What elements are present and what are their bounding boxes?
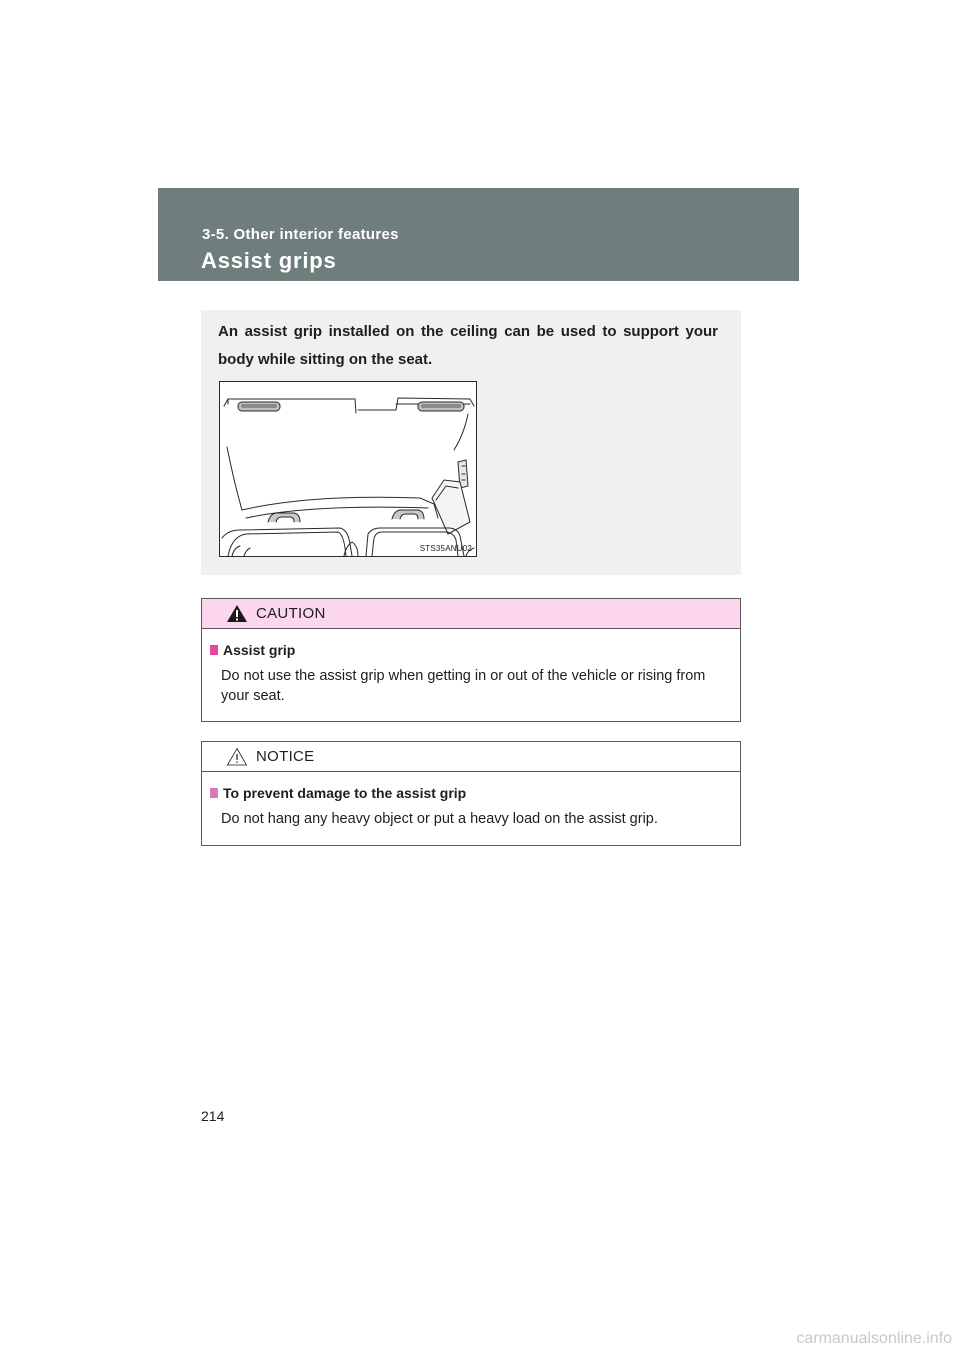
intro-box [201, 310, 741, 575]
notice-header [202, 742, 740, 772]
caution-item-heading [210, 642, 295, 658]
notice-item-heading [210, 785, 466, 801]
watermark: carmanualsonline.info [796, 1330, 952, 1347]
square-bullet-icon [210, 788, 218, 798]
assist-grip-illustration [219, 381, 477, 557]
caution-heading-text: Assist grip [223, 642, 296, 658]
caution-box [201, 598, 741, 722]
figure-code: STS35ANU02 [419, 544, 472, 553]
square-bullet-icon [210, 645, 218, 655]
intro-text: An assist grip installed on the ceiling can be used to support your body while sitting on the seat. [218, 323, 718, 368]
page-number: 214 [201, 1108, 225, 1124]
caution-body: Do not use the assist grip when getting in or out of the vehicle or rising from your seat. [221, 668, 706, 704]
caution-title: CAUTION [256, 605, 326, 622]
notice-box [201, 741, 741, 846]
notice-body: Do not hang any heavy object or put a heavy load on the assist grip. [221, 811, 658, 827]
warning-triangle-outline-icon [226, 747, 248, 766]
warning-triangle-filled-icon [226, 604, 248, 623]
section-label: 3-5. Other interior features [202, 226, 399, 243]
notice-title: NOTICE [256, 748, 315, 765]
caution-header [202, 599, 740, 629]
notice-heading-text: To prevent damage to the assist grip [223, 785, 467, 801]
page-title: Assist grips [201, 248, 337, 273]
section-header-band [158, 188, 799, 281]
